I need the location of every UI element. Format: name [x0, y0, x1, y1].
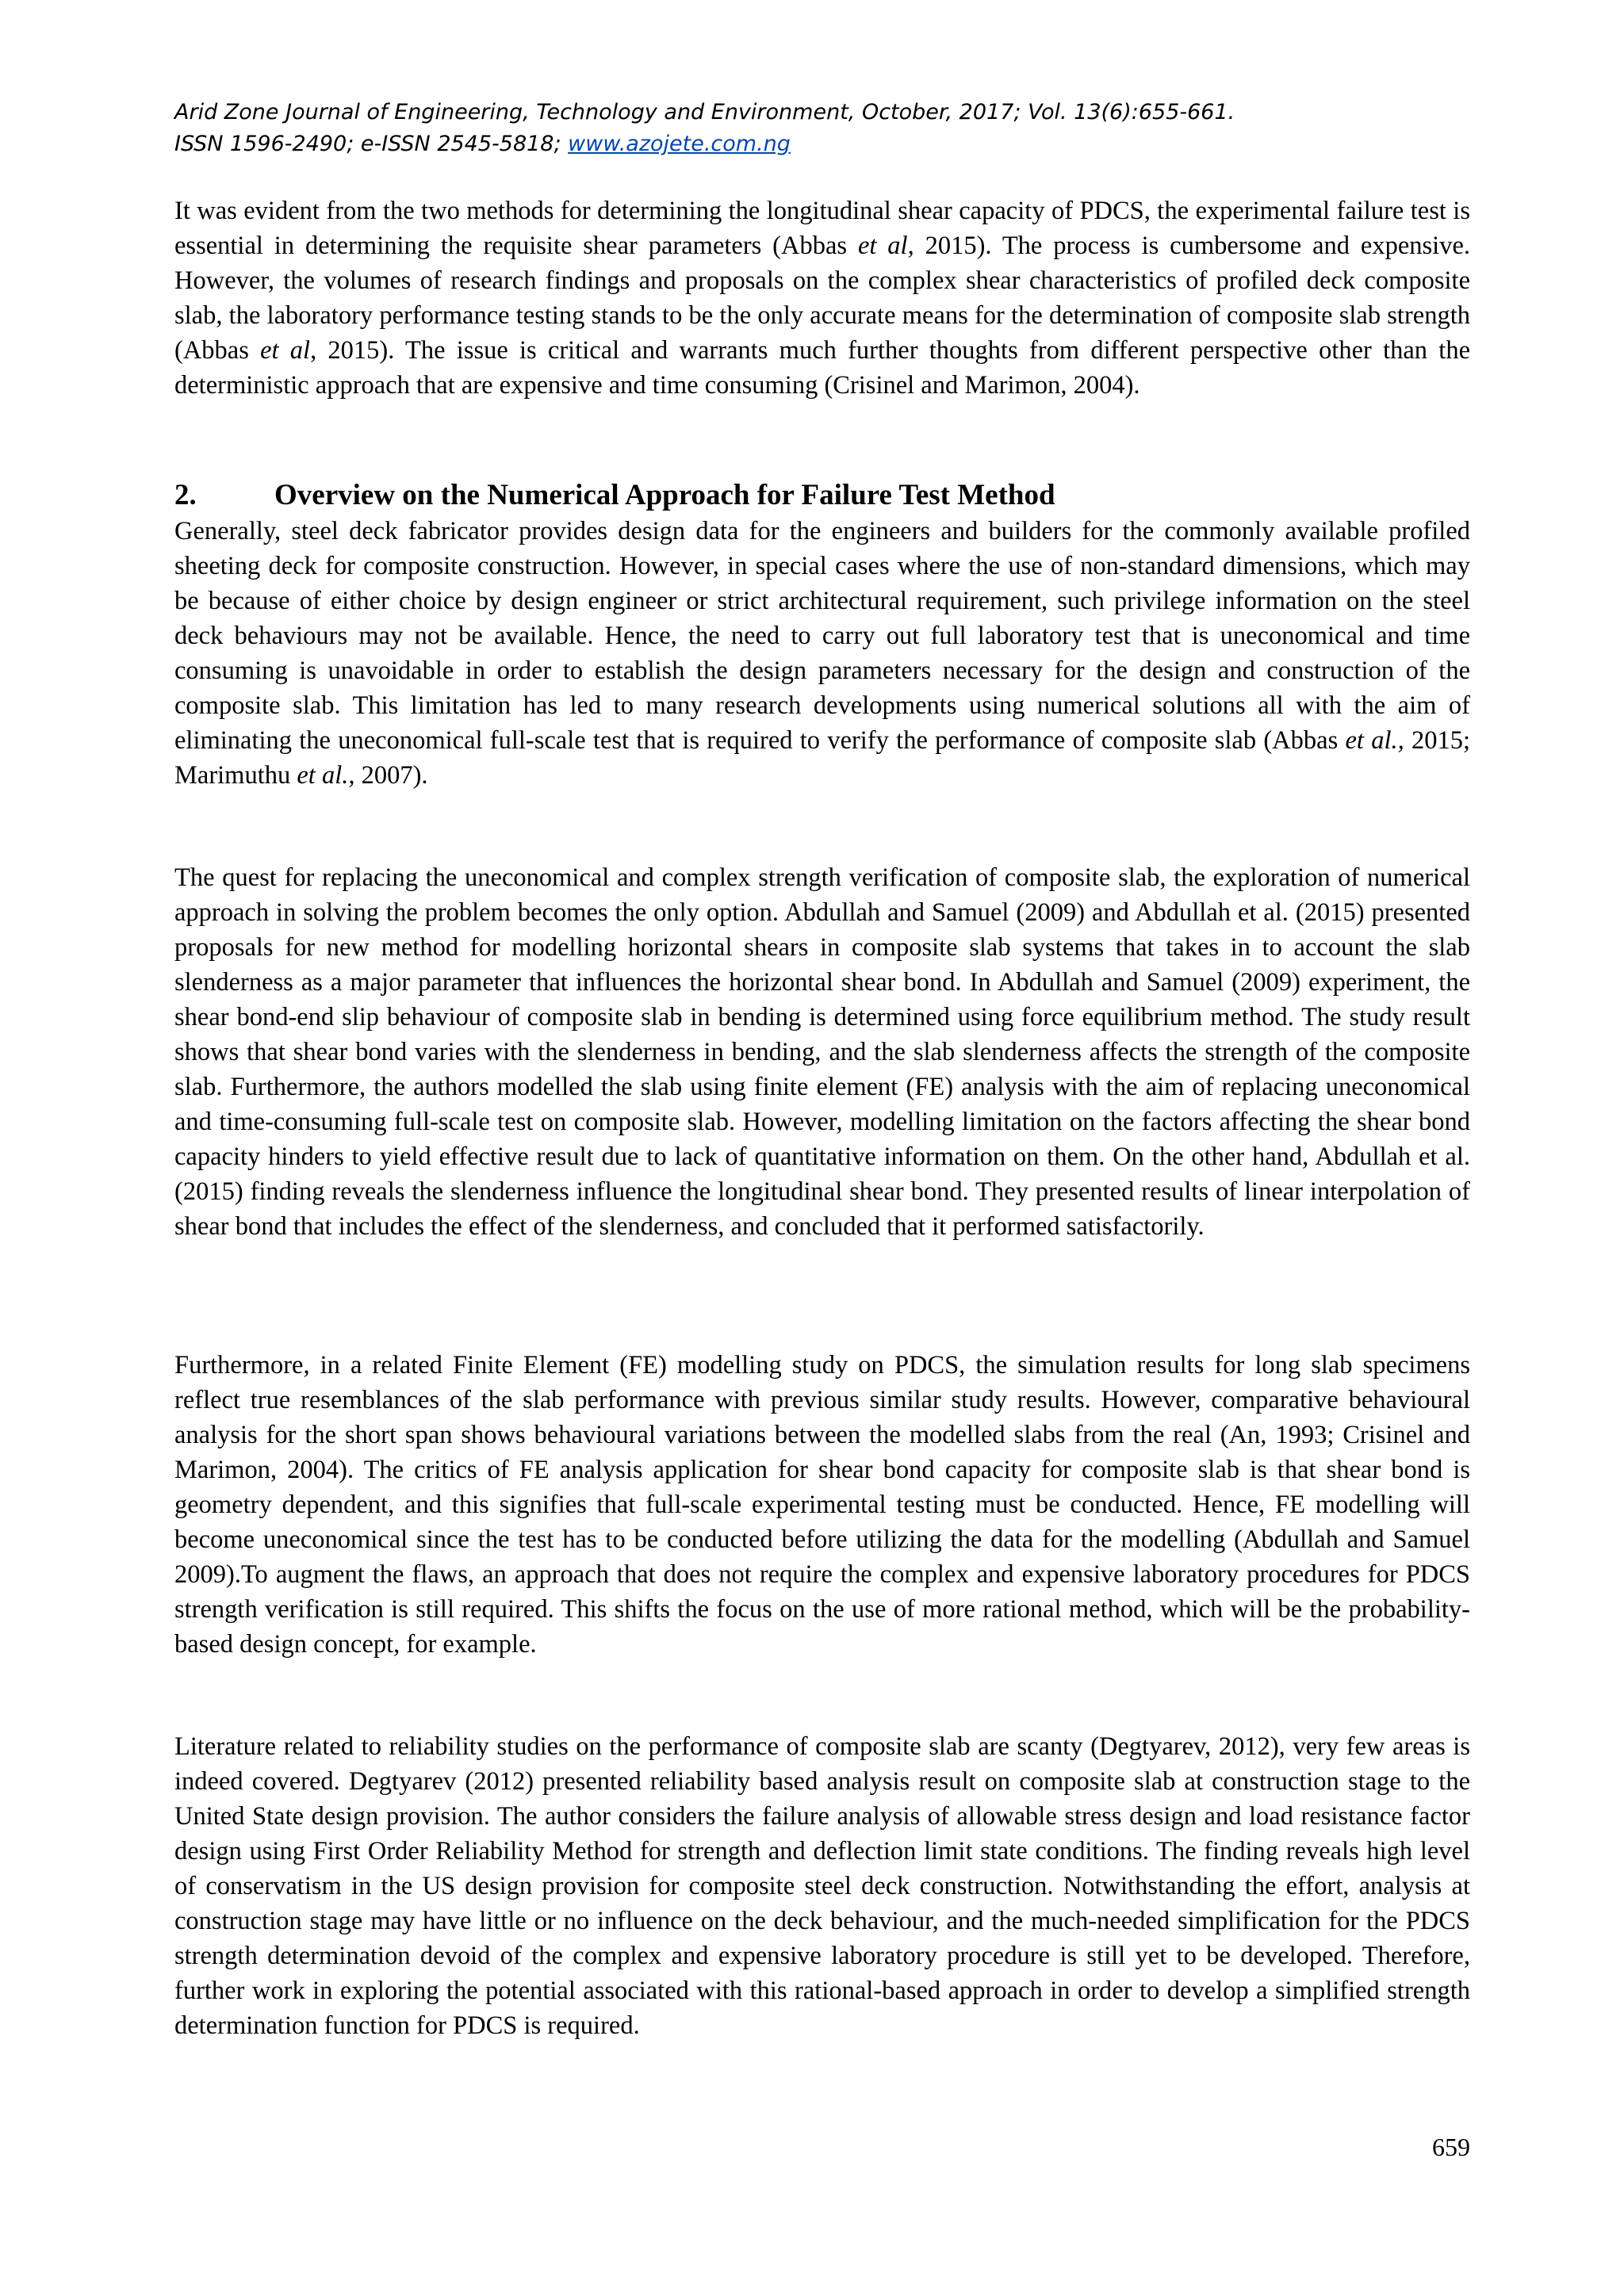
- page-number: 659: [1432, 2133, 1470, 2161]
- section-2-heading: [174, 477, 1470, 514]
- section-2-paragraph-2: The quest for replacing the uneconomical and complex strength verification of composite slab, the exploration of numerical approach in solving the problem becomes the only option. Abdullah and Samuel (2009) and Abdullah et al. (2015) presented proposals for new method for modelling horizontal shears in composite slab systems that takes in to account the slab slenderness as a major parameter that influences the horizontal shear bond. In Abdullah and Samuel (2009) experiment, the shear bond-end slip behaviour of composite slab in bending is determined using force equilibrium method. The study result shows that shear bond varies with the slenderness in bending, and the slab slenderness affects the strength of the composite slab. Furthermore, the authors modelled the slab using finite element (FE) analysis with the aim of replacing uneconomical and time-consuming full-scale test on composite slab. However, modelling limitation on the factors affecting the shear bond capacity hinders to yield effective result due to lack of quantitative information on them. On the other hand, Abdullah et al. (2015) finding reveals the slenderness influence the longitudinal shear bond. They presented results of linear interpolation of shear bond that includes the effect of the slenderness, and concluded that it performed satisfactorily.: [174, 863, 1470, 1241]
- section-title: Overview on the Numerical Approach for Failure Test Method: [274, 479, 1055, 511]
- intro-text-1: It was evident from the two methods for determining the longitudinal shear capacity of PDCS, the experimental failure test is essential in determining the requisite shear parameters (Abbas: [174, 197, 1470, 260]
- section-number: 2.: [174, 479, 197, 511]
- section-2-paragraph-4: Literature related to reliability studies on the performance of composite slab are scanty (Degtyarev, 2012), very few areas is indeed covered. Degtyarev (2012) presented reliability based analysis result on composite slab at construction stage to the United State design provision. The author considers the failure analysis of allowable stress design and load resistance factor design using First Order Reliability Method for strength and deflection limit state conditions. The finding reveals high level of conservatism in the US design provision for composite steel deck construction. Notwithstanding the effort, analysis at construction stage may have little or no influence on the deck behaviour, and the much-needed simplification for the PDCS strength determination devoid of the complex and expensive laboratory procedure is still yet to be developed. Therefore, further work in exploring the potential associated with this rational-based approach in order to develop a simplified strength determination function for PDCS is required.: [174, 1732, 1470, 2040]
- intro-paragraph: [174, 193, 1470, 403]
- issn-text: ISSN 1596-2490; e-ISSN 2545-5818;: [174, 132, 569, 156]
- p1-text-c: 2007).: [354, 761, 428, 790]
- issn-line: [174, 128, 1475, 160]
- section-2-paragraph-1: [174, 514, 1470, 793]
- section-2-paragraph-3: Furthermore, in a related Finite Element (FE) modelling study on PDCS, the simulation results for long slab specimens reflect true resemblances of the slab performance with previous similar study results. However, comparative behavioural analysis for the short span shows behavioural variations between the modelled slabs from the real (An, 1993; Crisinel and Marimon, 2004). The critics of FE analysis application for shear bond capacity for composite slab is that shear bond is geometry dependent, and this signifies that full-scale experimental testing must be conducted. Hence, FE modelling will become uneconomical since the test has to be conducted before utilizing the data for the modelling (Abdullah and Samuel 2009).To augment the flaws, an approach that does not require the complex and expensive laboratory procedures for PDCS strength verification is still required. This shifts the focus on the use of more rational method, which will be the probability-based design concept, for example.: [174, 1351, 1470, 1659]
- journal-website-link[interactable]: www.azojete.com.ng: [568, 132, 791, 156]
- intro-text-3: , 2015). The issue is critical and warrants much further thoughts from different perspective other than the deterministic approach that are expensive and time consuming (Crisinel and Marimon, 2004).: [174, 336, 1470, 400]
- journal-citation-line: Arid Zone Journal of Engineering, Technology and Environment, October, 2017; Vol. 13(6):655-661.: [174, 100, 1235, 124]
- p1-citation-em-2: et al.,: [297, 761, 355, 790]
- journal-header: [174, 97, 1475, 160]
- intro-citation-em-2: et al: [260, 336, 311, 365]
- p1-text-a: Generally, steel deck fabricator provides design data for the engineers and builders for the commonly available profiled sheeting deck for composite construction. However, in special cases where the use of non-standard dimensions, which may be because of either choice by design engineer or strict architectural requirement, such privilege information on the steel deck behaviours may not be available. Hence, the need to carry out full laboratory test that is uneconomical and time consuming is unavoidable in order to establish the design parameters necessary for the design and construction of the composite slab. This limitation has led to many research developments using numerical solutions all with the aim of eliminating the uneconomical full-scale test that is required to verify the performance of composite slab (Abbas: [174, 517, 1470, 755]
- intro-text-2: , 2015). The process is cumbersome and expensive. However, the volumes of research findings and proposals on the complex shear characteristics of profiled deck composite slab, the laboratory performance testing stands to be the only accurate means for the determination of composite slab strength (Abbas: [174, 232, 1470, 365]
- p1-text-b: 2015; Marimuthu: [174, 726, 1471, 790]
- p1-citation-em-1: et al.,: [1345, 726, 1404, 755]
- intro-citation-em-1: et al: [857, 232, 908, 260]
